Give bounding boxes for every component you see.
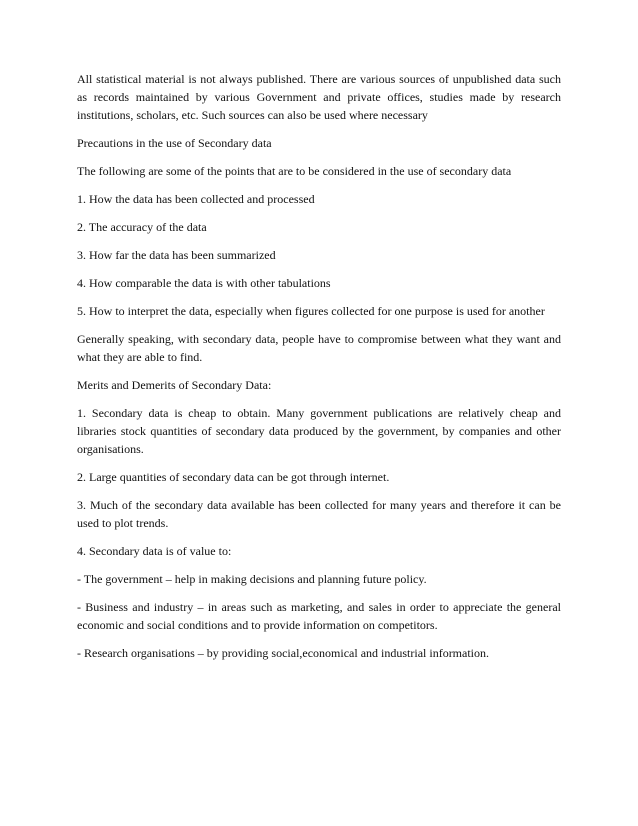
paragraph-points-intro: The following are some of the points that are to be considered in the use of secondary data (77, 164, 512, 178)
value-item-government: - The government – help in making decisions and planning future policy. (77, 572, 427, 586)
list-item-4: 4. How comparable the data is with other tabulations (77, 276, 331, 290)
paragraph-compromise: Generally speaking, with secondary data, people have to compromise between what they want and what they are able to find. (77, 332, 561, 364)
intro-paragraph: All statistical material is not always published. There are various sources of unpublished data such as records maintained by various Government and private offices, studies made by research institutions, scholars, etc. Such sources can also be used where necessary (77, 72, 561, 122)
list-item-3: 3. How far the data has been summarized (77, 248, 276, 262)
merit-item-1: 1. Secondary data is cheap to obtain. Many government publications are relatively cheap and libraries stock quantities of secondary data produced by the government, by companies and other organisations. (77, 406, 561, 456)
section-heading-precautions: Precautions in the use of Secondary data (77, 136, 272, 150)
list-item-1: 1. How the data has been collected and processed (77, 192, 315, 206)
merit-item-2: 2. Large quantities of secondary data can be got through internet. (77, 470, 390, 484)
value-item-business: - Business and industry – in areas such as marketing, and sales in order to appreciate the general economic and social conditions and to provide information on competitors. (77, 600, 561, 632)
section-heading-merits: Merits and Demerits of Secondary Data: (77, 378, 272, 392)
value-item-research: - Research organisations – by providing social,economical and industrial information. (77, 646, 490, 660)
list-item-2: 2. The accuracy of the data (77, 220, 207, 234)
list-item-5: 5. How to interpret the data, especially when figures collected for one purpose is used for another (77, 304, 545, 318)
merit-item-4: 4. Secondary data is of value to: (77, 544, 232, 558)
merit-item-3: 3. Much of the secondary data available has been collected for many years and therefore it can be used to plot trends. (77, 498, 561, 530)
